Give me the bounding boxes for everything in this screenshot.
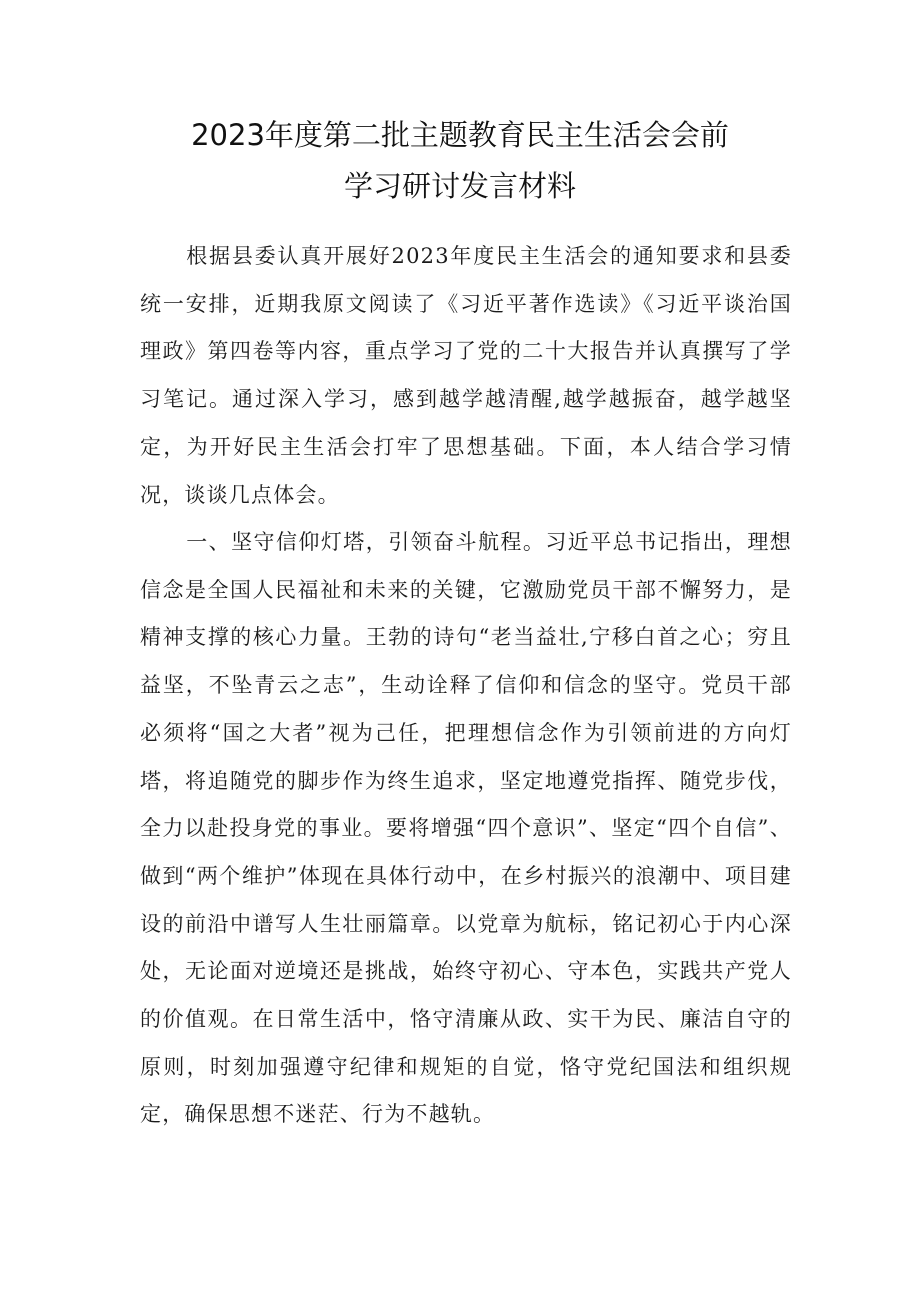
paragraph-section-one [140,519,792,1139]
document-title-line-2: 学习研讨发言材料 [343,169,576,203]
paragraph-text: 一、坚守信仰灯塔，引领奋斗航程。习近平总书记指出，理想信念是全国人民福祉和未来的关键，它激励党员干部不懈努力，是精神支撑的核心力量。王勃的诗句“老当益壮,宁移白首之心；穷且益坚，不坠青云之志”，生动诠释了信仰和信念的坚守。党员干部必须将“国之大者”视为己任，把理想信念作为引领前进的方向灯塔，将追随党的脚步作为终生追求，坚定地遵党指挥、随党步伐，全力以赴投身党的事业。要将增强“四个意识”、坚定“四个自信”、做到“两个维护”体现在具体行动中，在乡村振兴的浪潮中、项目建设的前沿中谱写人生壮丽篇章。以党章为航标，铭记初心于内心深处，无论面对逆境还是挑战，始终守初心、守本色，实践共产党人的价值观。在日常生活中，恪守清廉从政、实干为民、廉洁自守的原则，时刻加强遵守纪律和规矩的自觉，恪守党纪国法和组织规定，确保思想不迷茫、行为不越轨。 [140,530,792,1127]
paragraph-intro [140,233,792,519]
paragraph-text: 根据县委认真开展好2023年度民主生活会的通知要求和县委统一安排，近期我原文阅读了《习近平著作选读》《习近平谈治国理政》第四卷等内容，重点学习了党的二十大报告并认真撰写了学习笔记。通过深入学习，感到越学越清醒,越学越振奋，越学越坚定，为开好民主生活会打牢了思想基础。下面，本人结合学习情况，谈谈几点体会。 [140,244,792,507]
document-title-line-1: 2023年度第二批主题教育民主生活会会前 [191,118,729,152]
